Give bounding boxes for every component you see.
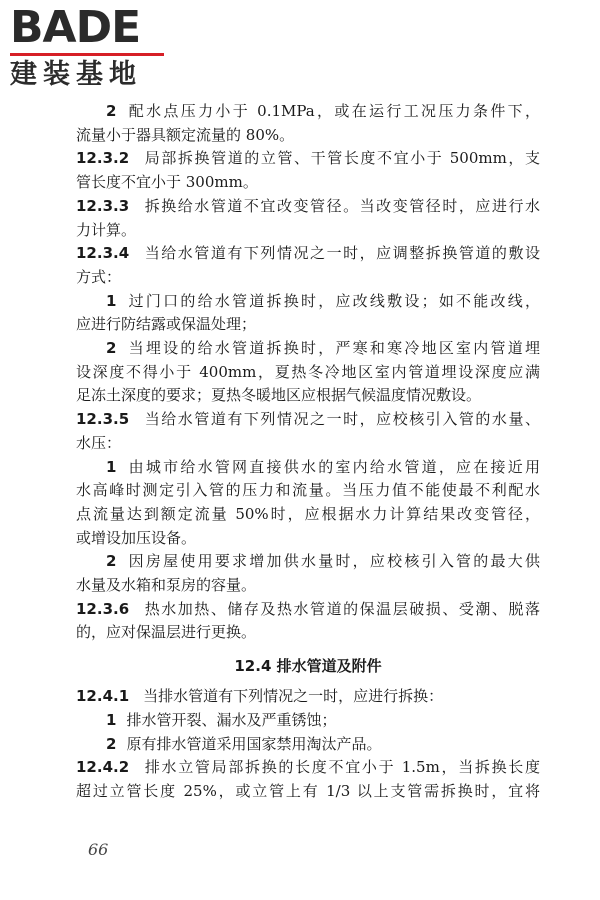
text-line: 原有排水管道采用国家禁用淘汰产品。 — [126, 734, 382, 753]
paragraph-line — [76, 266, 540, 290]
clause — [76, 598, 540, 645]
text-line: 当给水管道有下列情况之一时，应调整拆换管道的敷设 — [143, 244, 540, 263]
page-body — [76, 100, 540, 804]
text-line: 排水管开裂、漏水及严重锈蚀； — [126, 710, 337, 729]
paragraph-line — [76, 124, 540, 148]
clause — [76, 408, 540, 455]
paragraph-line — [76, 685, 540, 709]
paragraph-line — [76, 147, 540, 171]
text-line: 拆换给水管道不宜改变管径。当改变管径时，应进行水 — [143, 196, 540, 215]
list-item — [76, 456, 540, 551]
text-line: 足冻土深度的要求；夏热冬暖地区应根据气候温度情况敷设。 — [76, 386, 482, 405]
list-item — [76, 290, 540, 337]
text-line: 水压： — [76, 433, 122, 452]
text-line: 配水点压力小于 0.1MPa，或在运行工况压力条件下， — [126, 102, 540, 120]
paragraph-line — [76, 337, 540, 361]
paragraph-line — [76, 219, 540, 243]
text-line: 应进行防结露或保温处理； — [76, 315, 257, 334]
logo-rule — [10, 53, 164, 56]
text-line: 管长度不宜小于 300mm。 — [76, 173, 258, 192]
text-line: 设深度不得小于 400mm，夏热冬冷地区室内管道埋设深度应满 — [76, 362, 540, 381]
text-line: 当埋设的给水管道拆换时，严寒和寒冷地区室内管道埋 — [126, 339, 540, 358]
clause-number: 12.3.3 — [76, 196, 130, 215]
text-line: 因房屋使用要求增加供水量时，应校核引入管的最大供 — [126, 552, 540, 571]
list-item — [76, 337, 540, 408]
paragraph-line — [76, 171, 540, 195]
item-number: 1 — [106, 457, 117, 476]
text-line: 局部拆换管道的立管、干管长度不宜小于 500mm，支 — [143, 149, 540, 168]
section-heading: 12.4 排水管道及附件 — [234, 657, 382, 676]
text-line: 过门口的给水管道拆换时，应改线敷设；如不能改线， — [126, 291, 540, 310]
clause-number: 12.3.6 — [76, 599, 130, 618]
clause — [76, 242, 540, 289]
paragraph-line — [76, 242, 540, 266]
logo — [10, 2, 170, 92]
paragraph-line — [76, 780, 540, 804]
paragraph-line — [76, 361, 540, 385]
paragraph-line — [76, 527, 540, 551]
clause-number: 12.4.1 — [76, 687, 130, 706]
paragraph-line — [76, 408, 540, 432]
paragraph-line — [76, 479, 540, 503]
paragraph-line — [76, 290, 540, 314]
item-number: 2 — [106, 339, 117, 358]
paragraph-line — [76, 733, 540, 757]
clause-number: 12.3.5 — [76, 410, 130, 429]
text-line: 点流量达到额定流量 50%时，应根据水力计算结果改变管径， — [76, 504, 540, 523]
item-number: 1 — [106, 291, 117, 310]
item-number: 2 — [106, 552, 117, 571]
page-number: 66 — [88, 840, 109, 859]
paragraph-line — [76, 100, 540, 124]
paragraph-line — [76, 574, 540, 598]
item-number: 2 — [106, 102, 117, 120]
paragraph-line — [76, 195, 540, 219]
text-line: 力计算。 — [76, 220, 137, 239]
paragraph-line — [76, 432, 540, 456]
list-item — [76, 733, 540, 757]
paragraph-line — [76, 709, 540, 733]
logo-wordmark: BADE — [10, 2, 141, 53]
clause — [76, 685, 540, 709]
text-line: 方式： — [76, 267, 122, 286]
paragraph-line — [76, 756, 540, 780]
text-line: 水高峰时测定引入管的压力和流量。当压力值不能使最不利配水 — [76, 481, 540, 500]
paragraph-line — [76, 550, 540, 574]
item-number: 2 — [106, 734, 117, 753]
text-line: 热水加热、储存及热水管道的保温层破损、受潮、脱落 — [143, 599, 540, 618]
clause — [76, 756, 540, 803]
clause — [76, 195, 540, 242]
paragraph-line — [76, 384, 540, 408]
item-number: 1 — [106, 710, 117, 729]
clause-number: 12.4.2 — [76, 758, 130, 777]
paragraph-line — [76, 598, 540, 622]
paragraph-line — [76, 621, 540, 645]
paragraph-line — [76, 503, 540, 527]
text-line: 当排水管道有下列情况之一时，应进行拆换： — [143, 687, 444, 706]
text-line: 流量小于器具额定流量的 80%。 — [76, 125, 295, 144]
text-line: 超过立管长度 25%，或立管上有 1/3 以上支管需拆换时，宜将 — [76, 781, 540, 800]
text-line: 或增设加压设备。 — [76, 528, 197, 547]
list-item — [76, 100, 540, 147]
logo-subtitle: 建装基地 — [10, 59, 142, 90]
paragraph-line — [76, 456, 540, 480]
text-line: 由城市给水管网直接供水的室内给水管道，应在接近用 — [126, 457, 540, 476]
clause-number: 12.3.2 — [76, 149, 130, 168]
text-line: 排水立管局部拆换的长度不宜小于 1.5m，当拆换长度 — [143, 758, 540, 777]
text-line: 当给水管道有下列情况之一时，应校核引入管的水量、 — [143, 410, 540, 429]
text-line: 的，应对保温层进行更换。 — [76, 623, 257, 642]
clause — [76, 147, 540, 194]
list-item — [76, 550, 540, 597]
list-item — [76, 709, 540, 733]
paragraph-line — [76, 313, 540, 337]
text-line: 水量及水箱和泵房的容量。 — [76, 576, 257, 595]
clause-number: 12.3.4 — [76, 244, 130, 263]
